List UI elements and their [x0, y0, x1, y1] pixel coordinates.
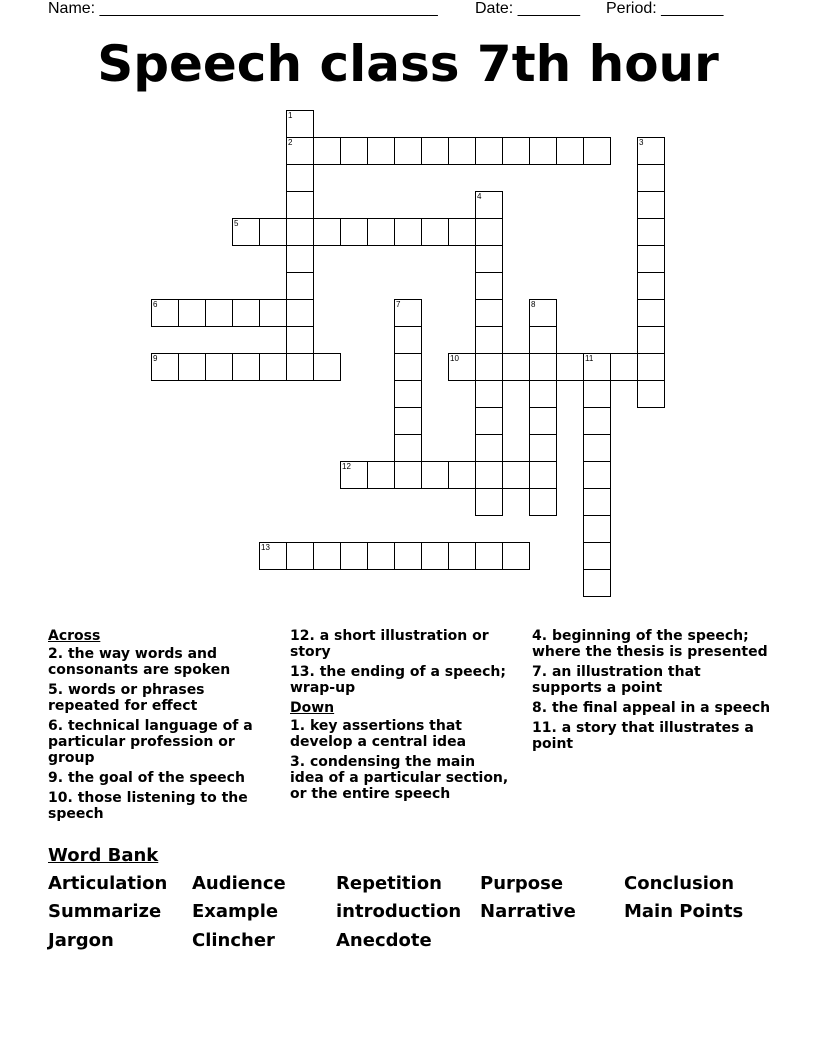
crossword-cell[interactable]: [637, 164, 665, 192]
word-bank-title: Word Bank: [48, 845, 159, 866]
crossword-cell[interactable]: [529, 434, 557, 462]
crossword-cell[interactable]: [286, 218, 314, 246]
crossword-cell[interactable]: [583, 137, 611, 165]
crossword-cell[interactable]: [529, 407, 557, 435]
crossword-cell[interactable]: [529, 353, 557, 381]
across-heading: Across: [48, 628, 101, 644]
clues-column-2: [290, 628, 512, 806]
crossword-cell[interactable]: [637, 299, 665, 327]
crossword-cell[interactable]: [475, 353, 503, 381]
crossword-cell[interactable]: [286, 191, 314, 219]
crossword-cell[interactable]: [286, 542, 314, 570]
clue-number: 8: [531, 300, 536, 309]
period-field-label: Period: _______: [606, 0, 724, 17]
crossword-cell[interactable]: [583, 569, 611, 597]
page-title: Speech class 7th hour: [97, 35, 719, 93]
crossword-cell[interactable]: [259, 542, 287, 570]
crossword-cell[interactable]: [583, 515, 611, 543]
crossword-cell[interactable]: [340, 542, 368, 570]
crossword-cell[interactable]: [394, 326, 422, 354]
crossword-cell[interactable]: [232, 218, 260, 246]
crossword-cell[interactable]: [205, 353, 233, 381]
crossword-cell[interactable]: [475, 326, 503, 354]
crossword-cell[interactable]: [529, 137, 557, 165]
clues-column-1: [48, 628, 270, 826]
name-field-label: Name: ______________________________________: [48, 0, 438, 17]
crossword-cell[interactable]: [367, 461, 395, 489]
crossword-cell[interactable]: [448, 353, 476, 381]
word-bank-entry: Articulation: [48, 873, 168, 894]
crossword-cell[interactable]: [151, 353, 179, 381]
crossword-cell[interactable]: [394, 461, 422, 489]
clue-number: 13: [261, 543, 270, 552]
crossword-cell[interactable]: [583, 461, 611, 489]
word-bank-entry: Conclusion: [624, 873, 735, 894]
clue-across-2: 2. the way words and consonants are spoken: [48, 646, 231, 678]
crossword-cell[interactable]: [529, 488, 557, 516]
clues-column-3: [532, 628, 772, 756]
crossword-cell[interactable]: [286, 164, 314, 192]
word-bank-entry: Example: [192, 901, 279, 922]
clue-across-12: 12. a short illustration or story: [290, 628, 489, 660]
crossword-cell[interactable]: [394, 218, 422, 246]
clue-across-9: 9. the goal of the speech: [48, 770, 245, 786]
crossword-cell[interactable]: [232, 299, 260, 327]
crossword-cell[interactable]: [286, 326, 314, 354]
crossword-cell[interactable]: [637, 218, 665, 246]
word-bank-entry: Audience: [192, 873, 286, 894]
crossword-cell[interactable]: [502, 542, 530, 570]
crossword-cell[interactable]: [637, 353, 665, 381]
clue-number: 7: [396, 300, 401, 309]
crossword-cell[interactable]: [583, 434, 611, 462]
crossword-cell[interactable]: [151, 299, 179, 327]
crossword-cell[interactable]: [286, 299, 314, 327]
crossword-cell[interactable]: [475, 434, 503, 462]
crossword-cell[interactable]: [313, 542, 341, 570]
crossword-cell[interactable]: [340, 137, 368, 165]
crossword-cell[interactable]: [448, 218, 476, 246]
crossword-cell[interactable]: [205, 299, 233, 327]
crossword-cell[interactable]: [583, 488, 611, 516]
crossword-cell[interactable]: [367, 542, 395, 570]
crossword-cell[interactable]: [421, 461, 449, 489]
crossword-cell[interactable]: [448, 461, 476, 489]
crossword-cell[interactable]: [448, 542, 476, 570]
crossword-cell[interactable]: [259, 218, 287, 246]
crossword-cell[interactable]: [475, 542, 503, 570]
crossword-cell[interactable]: [502, 137, 530, 165]
crossword-cell[interactable]: [178, 299, 206, 327]
crossword-cell[interactable]: [340, 218, 368, 246]
crossword-cell[interactable]: [313, 353, 341, 381]
crossword-cell[interactable]: [637, 326, 665, 354]
clue-number: 1: [288, 111, 293, 120]
crossword-cell[interactable]: [421, 542, 449, 570]
crossword-cell[interactable]: [394, 137, 422, 165]
crossword-cell[interactable]: [475, 137, 503, 165]
crossword-cell[interactable]: [340, 461, 368, 489]
word-bank-entry: Summarize: [48, 901, 162, 922]
crossword-cell[interactable]: [286, 272, 314, 300]
crossword-cell[interactable]: [637, 380, 665, 408]
clue-number: 12: [342, 462, 351, 471]
down-heading: Down: [290, 700, 335, 716]
crossword-cell[interactable]: [475, 299, 503, 327]
crossword-cell[interactable]: [502, 461, 530, 489]
crossword-cell[interactable]: [583, 353, 611, 381]
clue-across-10: 10. those listening to the speech: [48, 790, 248, 822]
crossword-cell[interactable]: [637, 191, 665, 219]
clue-number: 3: [639, 138, 644, 147]
crossword-cell[interactable]: [421, 218, 449, 246]
crossword-cell[interactable]: [475, 407, 503, 435]
crossword-cell[interactable]: [394, 407, 422, 435]
crossword-cell[interactable]: [367, 137, 395, 165]
clue-across-5: 5. words or phrases repeated for effect: [48, 682, 205, 714]
crossword-cell[interactable]: [637, 137, 665, 165]
clue-number: 11: [585, 354, 594, 363]
clue-down-11: 11. a story that illustrates a point: [532, 720, 754, 752]
crossword-cell[interactable]: [421, 137, 449, 165]
word-bank-entry: introduction: [336, 901, 462, 922]
clue-across-6: 6. technical language of a particular profession or group: [48, 718, 253, 766]
crossword-cell[interactable]: [475, 488, 503, 516]
clue-down-3: 3. condensing the main idea of a particular section, or the entire speech: [290, 754, 509, 802]
crossword-cell[interactable]: [394, 353, 422, 381]
crossword-cell[interactable]: [475, 272, 503, 300]
clue-number: 4: [477, 192, 482, 201]
crossword-cell[interactable]: [583, 380, 611, 408]
clue-number: 5: [234, 219, 239, 228]
crossword-cell[interactable]: [367, 218, 395, 246]
clue-down-7: 7. an illustration that supports a point: [532, 664, 701, 696]
date-field-label: Date: _______: [475, 0, 580, 17]
crossword-cell[interactable]: [529, 299, 557, 327]
crossword-cell[interactable]: [394, 542, 422, 570]
crossword-cell[interactable]: [475, 218, 503, 246]
crossword-cell[interactable]: [475, 191, 503, 219]
crossword-cell[interactable]: [286, 353, 314, 381]
word-bank-entry: Anecdote: [336, 930, 432, 951]
clue-down-1: 1. key assertions that develop a central idea: [290, 718, 467, 750]
crossword-cell[interactable]: [313, 218, 341, 246]
crossword-cell[interactable]: [286, 110, 314, 138]
word-bank-entry: Clincher: [192, 930, 275, 951]
crossword-cell[interactable]: [313, 137, 341, 165]
crossword-cell[interactable]: [286, 245, 314, 273]
crossword-cell[interactable]: [529, 461, 557, 489]
clue-across-13: 13. the ending of a speech; wrap-up: [290, 664, 506, 696]
crossword-cell[interactable]: [448, 137, 476, 165]
crossword-cell[interactable]: [583, 542, 611, 570]
crossword-cell[interactable]: [556, 353, 584, 381]
crossword-cell[interactable]: [529, 326, 557, 354]
clue-down-8: 8. the final appeal in a speech: [532, 700, 771, 716]
crossword-cell[interactable]: [502, 353, 530, 381]
word-bank-entry: Main Points: [624, 901, 744, 922]
clue-number: 10: [450, 354, 459, 363]
clue-number: 2: [288, 138, 293, 147]
word-bank-entry: Narrative: [480, 901, 576, 922]
crossword-cell[interactable]: [529, 380, 557, 408]
word-bank-entry: Purpose: [480, 873, 564, 894]
crossword-cell[interactable]: [259, 353, 287, 381]
crossword-cell[interactable]: [394, 434, 422, 462]
crossword-cell[interactable]: [583, 407, 611, 435]
word-bank-entry: Repetition: [336, 873, 442, 894]
clue-number: 6: [153, 300, 158, 309]
crossword-cell[interactable]: [475, 245, 503, 273]
clue-down-4: 4. beginning of the speech; where the thesis is presented: [532, 628, 768, 660]
crossword-cell[interactable]: [232, 353, 260, 381]
word-bank-entry: Jargon: [48, 930, 114, 951]
crossword-cell[interactable]: [259, 299, 287, 327]
crossword-cell[interactable]: [637, 245, 665, 273]
crossword-cell[interactable]: [286, 137, 314, 165]
crossword-cell[interactable]: [475, 380, 503, 408]
crossword-cell[interactable]: [637, 272, 665, 300]
crossword-cell[interactable]: [394, 299, 422, 327]
crossword-cell[interactable]: [475, 461, 503, 489]
clue-number: 9: [153, 354, 158, 363]
crossword-cell[interactable]: [556, 137, 584, 165]
crossword-cell[interactable]: [394, 380, 422, 408]
crossword-cell[interactable]: [178, 353, 206, 381]
crossword-cell[interactable]: [610, 353, 638, 381]
